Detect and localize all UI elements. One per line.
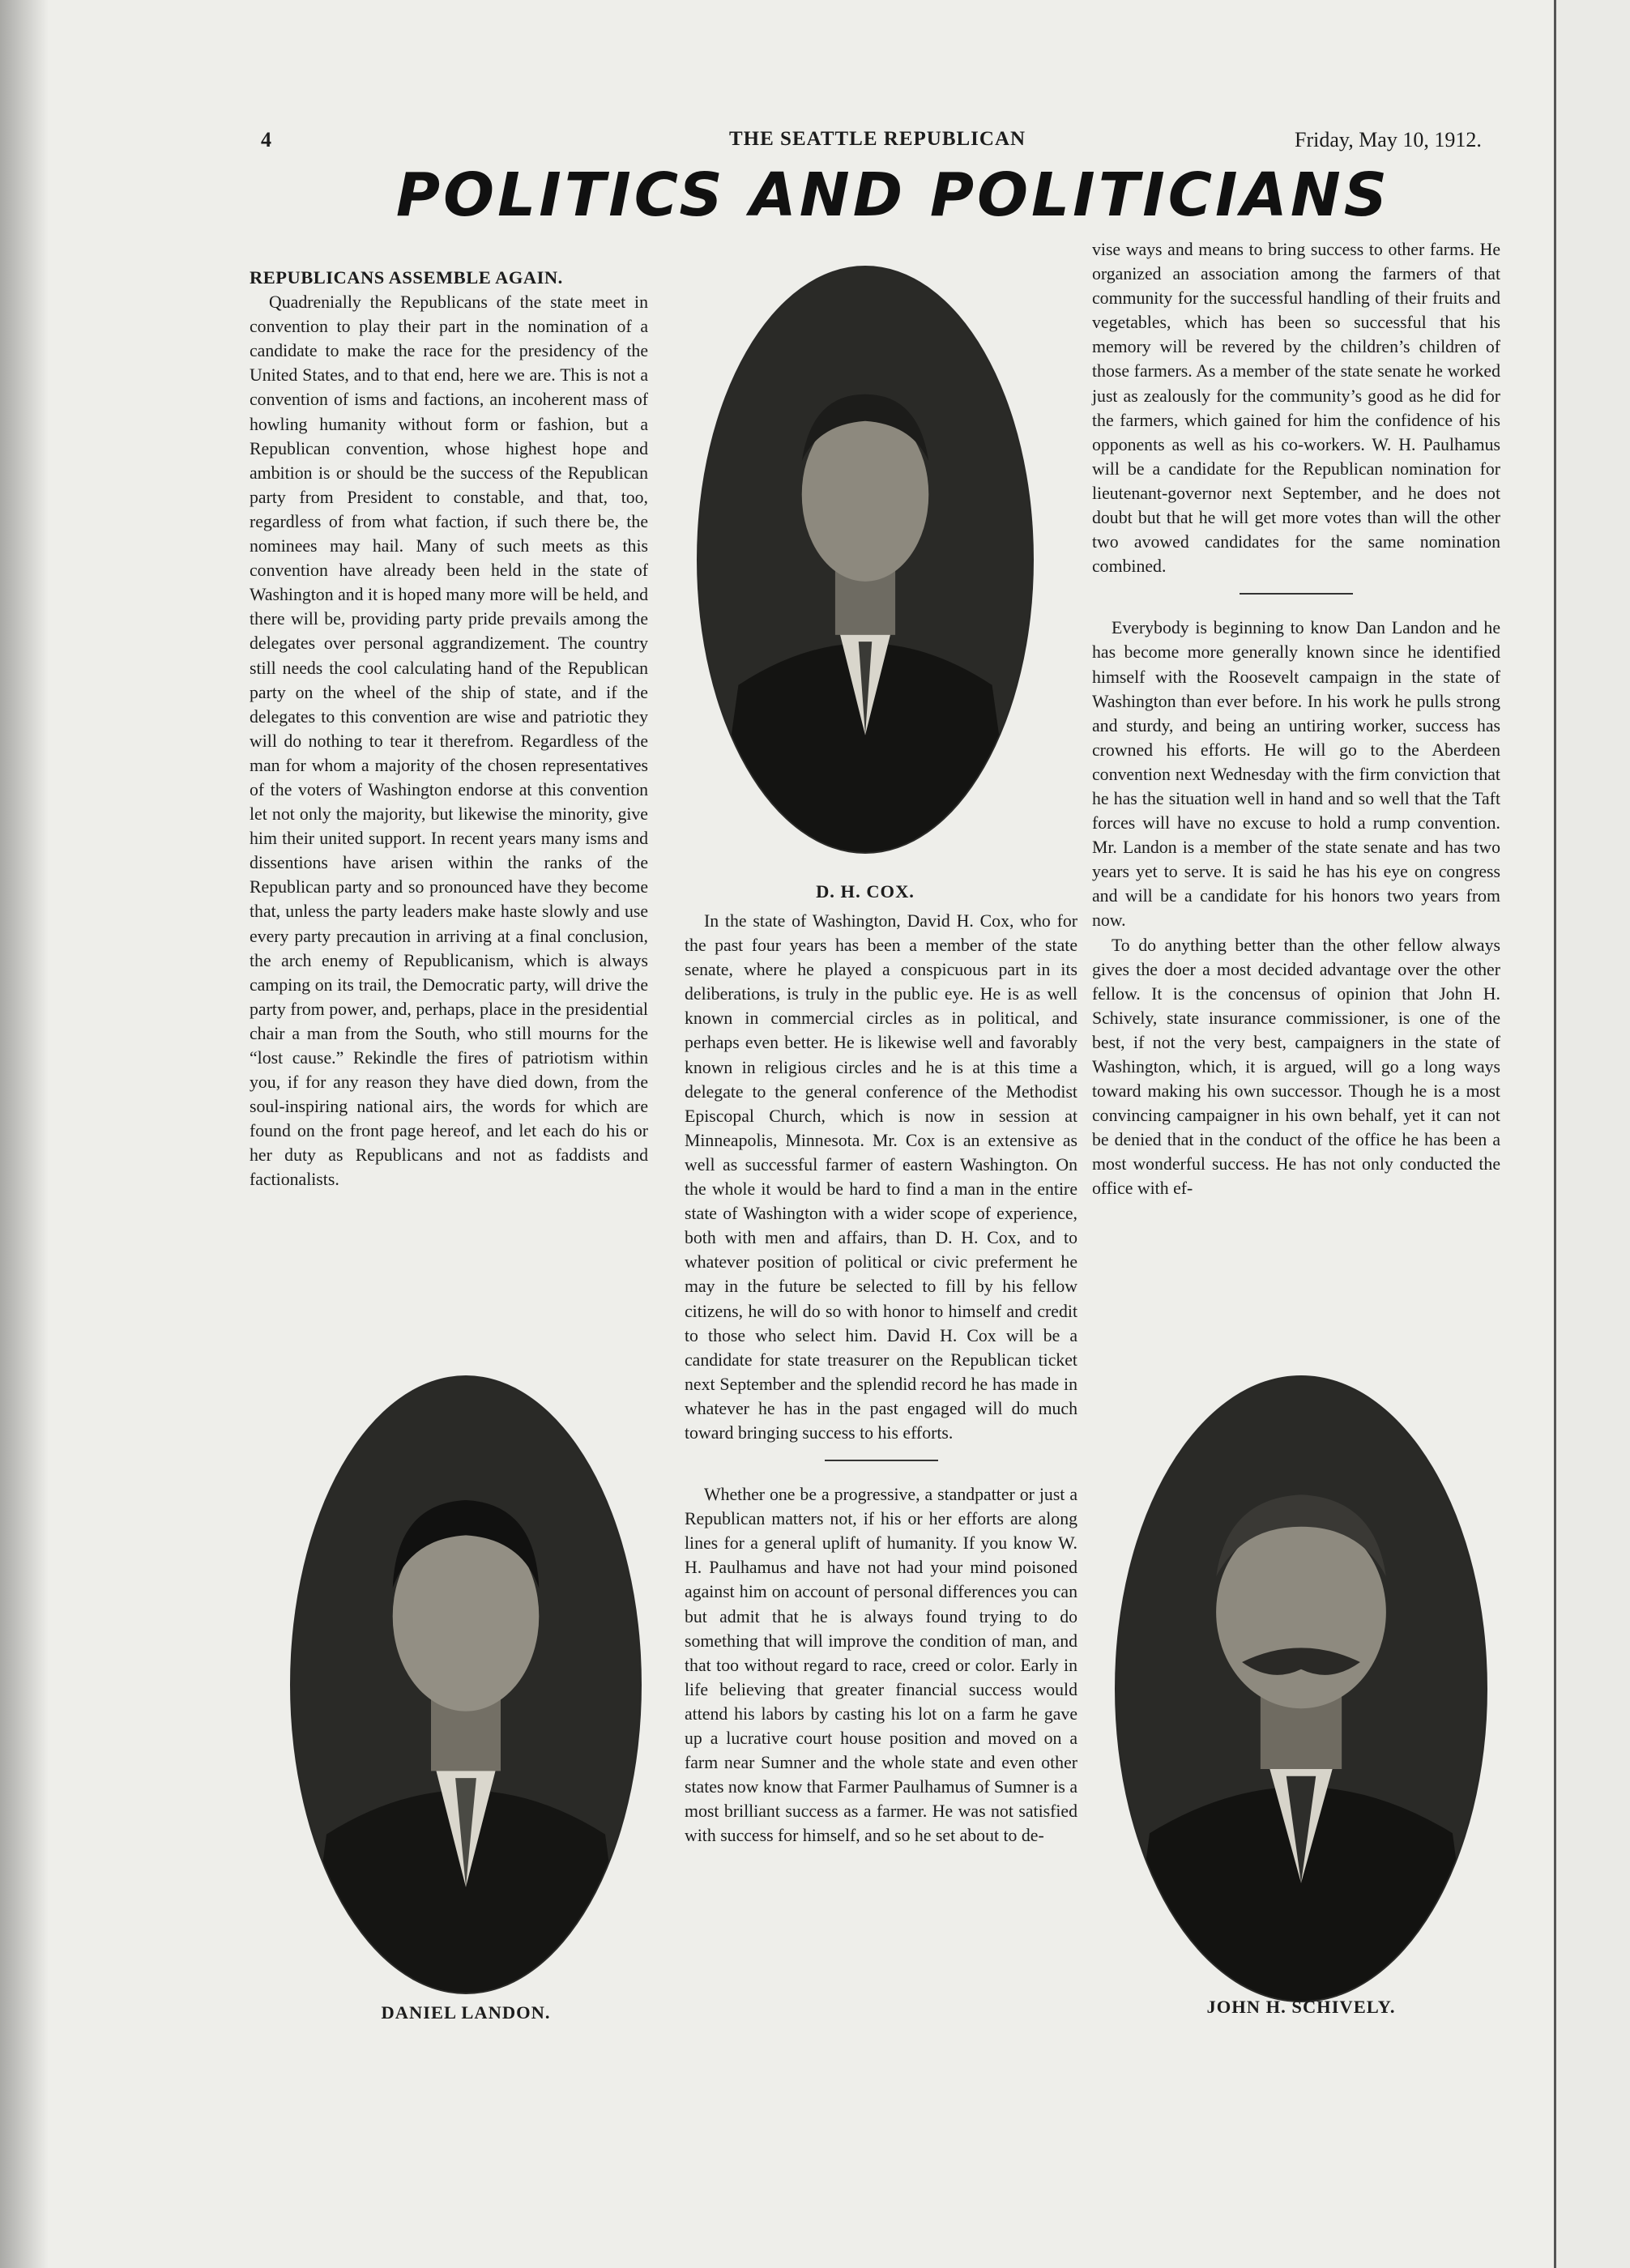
portrait-photo-schively (1116, 1377, 1486, 2001)
landon-article: Everybody is beginning to know Dan Landon and he has become more generally known since he identified himself with the Roosevelt campaign in the state of Washington than ever before. In his work he pulls strong and sturdy, and being an untiring worker, success has crowned his efforts. He will go to the Aberdeen convention next Wednesday with the firm conviction that he has the situation well in hand and so well that the Taft forces will have no excuse to hold a rump convention. Mr. Landon is a member of the state senate and has two years yet to serve. It is said he has his eye on congress and will be a candidate for his honors two years from now. (1092, 618, 1500, 931)
portrait-cox-figure (698, 267, 1032, 852)
column-middle (685, 909, 1077, 1848)
convention-article: Quadrenially the Republicans of the state meet in convention to play their part in the nomination of a candidate to make the race for the presidency of the United States, and to that end, here we are. This is not a convention of isms and factions, an incoherent mass of howling humanity without form or fashion, but a Republican convention, whose highest hope and ambition is or should be the success of the Republican party from President to constable, and that, too, regardless of from what faction, if such there be, the nominees may hail. Many of such meets as this convention have already been held in the state of Washington and it is hoped many more will be held, and there will be, providing party pride prevails among the delegates over personal aggrandizement. The country still needs the cool calculating hand of the Republican party on the wheel of the ship of state, and if the delegates to this convention are wise and patriotic they will do nothing to tear it therefrom. Regardless of the man for whom a majority of the chosen representatives of the voters of Washington endorse at this convention let not only the majority, but likewise the minority, give him their united support. In recent years many isms and dissentions have arisen within the ranks of the Republican party and so pronounced have they become that, unless the party leaders make haste slowly and use every party precaution in arriving at a final conclusion, the arch enemy of Republicanism, which is always camping on its trail, the Democratic party, will drive the party from power, and, perhaps, place in the presidential chair a man from the South, who still mourns for the “lost cause.” Rekindle the fires of patriotism within you, if for any reason they have died down, from the soul-inspiring national airs, the words for which are found on the front page hereof, and let each do his or her duty as Republicans and not as faddists and factionalists. (250, 292, 648, 1190)
paulhamus-article: Whether one be a progressive, a standpatter or just a Republican matters not, if his or her efforts are along lines for a general uplift of humanity. If you know W. H. Paulhamus and have not had your mind poisoned against him on account of personal differences you can but admit that he is always found trying to do something that will improve the condition of man, and that too without regard to race, creed or color. Early in life believing that greater financial success would attend his labors by casting his lot on a farm he gave up a lucrative court house position and moved on a farm near Sumner and the whole state and even other states now know that Farmer Paulhamus of Sumner is a most brilliant success as a farmer. He was not satisfied with success for himself, and so he set about to de- (685, 1485, 1077, 1846)
section-divider (1240, 593, 1353, 595)
portrait-landon-figure (292, 1377, 640, 1993)
portrait-photo-landon (292, 1377, 640, 1993)
column-left (250, 266, 648, 1192)
caption-schively: JOHN H. SCHIVELY. (1206, 1997, 1396, 2017)
portrait-photo-cox (698, 267, 1032, 852)
cox-article: In the state of Washington, David H. Cox, who for the past four years has been a member of the state senate, where he played a conspicuous part in its deliberations, is truly in the public eye. He is as well known in commercial circles as in political, and perhaps even better. He is likewise well and favorably known in religious circles and he is at this time a delegate to the general conference of the Methodist Episcopal Church, which is now in session at Minneapolis, Minnesota. Mr. Cox is an extensive as well as successful farmer of eastern Washington. On the whole it would be hard to find a man in the entire state of Washington with a wider scope of experience, both with men and affairs, than D. H. Cox, and to whatever position of political or civic preferment he may in the future be selected to fill by his fellow citizens, he will do so with honor to himself and credit to those who select him. David H. Cox will be a candidate for state treasurer on the Republican ticket next September and the splendid record he has made in whatever he has in the past engaged will do much toward bringing success to his efforts. (685, 911, 1077, 1443)
page-number: 4 (261, 128, 271, 151)
adjacent-page-edge (1554, 0, 1630, 2268)
newspaper-name: THE SEATTLE REPUBLICAN (729, 128, 1026, 150)
portrait-schively-figure (1116, 1377, 1486, 2001)
caption-landon: DANIEL LANDON. (381, 2002, 551, 2023)
schively-article: To do anything better than the other fellow always gives the doer a most decided advantage over the other fellow. It is the concensus of opinion that John H. Schively, state insurance commissioner, is one of the best, if not the very best, campaigners in the state of Washington, which, it is argued, will go a long ways toward making his own successor. Though he is a most convincing campaigner in his own behalf, yet it can not be denied that in the conduct of the office he has been a most wonderful success. He has not only conducted the office with ef- (1092, 935, 1500, 1199)
column-right (1092, 237, 1500, 1201)
page-edge-shadow (0, 0, 49, 2268)
caption-cox: D. H. COX. (816, 881, 915, 902)
section-heading: REPUBLICANS ASSEMBLE AGAIN. (250, 267, 563, 288)
issue-date: Friday, May 10, 1912. (1295, 128, 1482, 151)
page-headline: POLITICS AND POLITICIANS (395, 160, 1391, 230)
section-divider (825, 1460, 938, 1461)
paulhamus-article-continued: vise ways and means to bring success to other farms. He organized an association among the farmers of that community for the successful handling of their fruits and vegetables, which has been so successful that his memory will be revered by the children’s children of those farmers. As a member of the state senate he worked just as zealously for the community’s good as he did for the farmers, which gained for him the confidence of his opponents as well as his co-workers. W. H. Paulhamus will be a candidate for the Republican nomination for lieutenant-governor next September, and he does not doubt but that he will get more votes than will the other two avowed candidates for the same nomination combined. (1092, 240, 1500, 577)
